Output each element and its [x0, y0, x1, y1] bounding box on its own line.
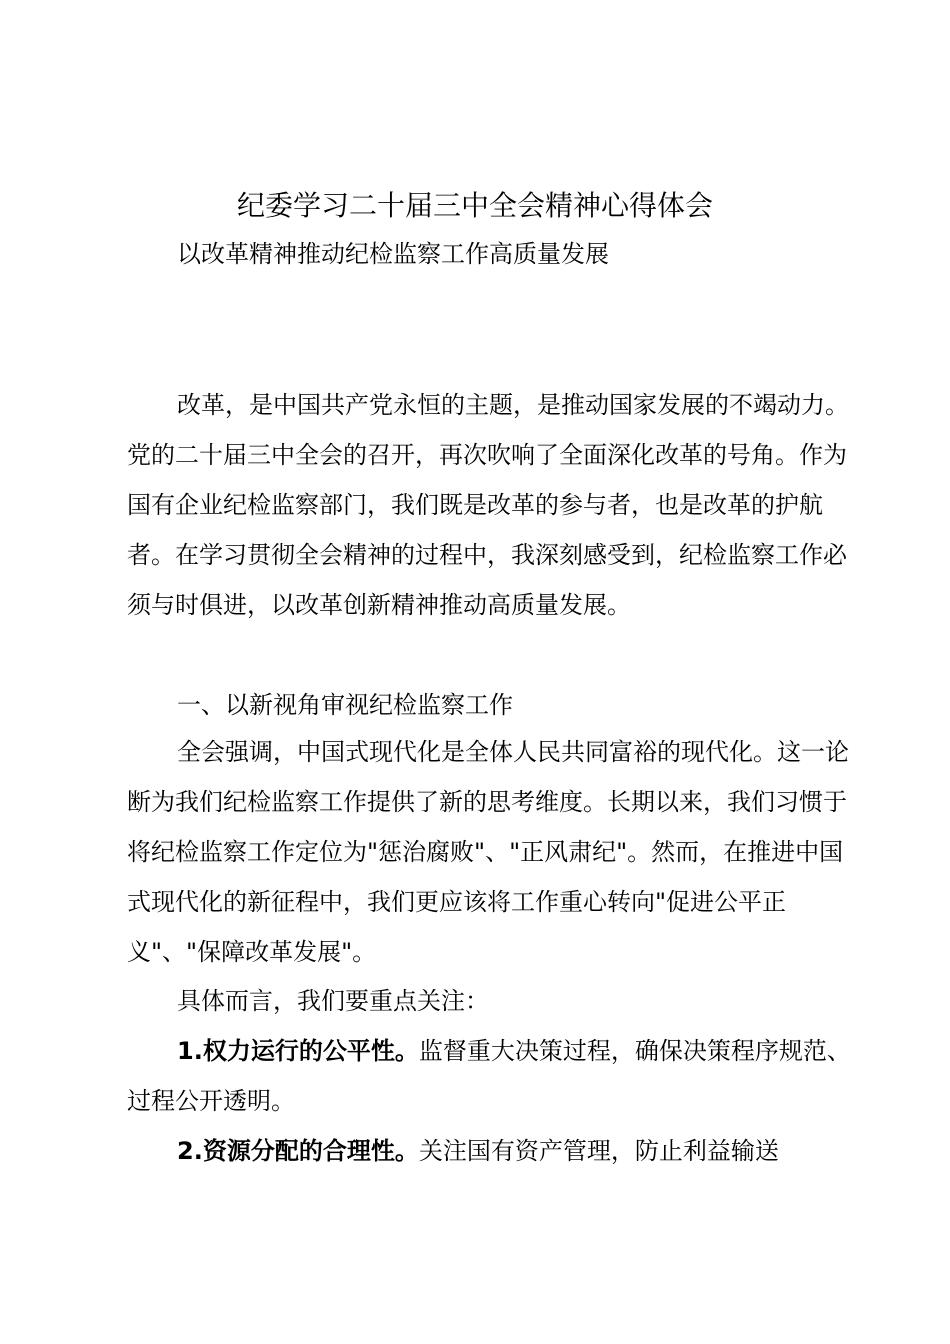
- section-1-paragraph: 全会强调，中国式现代化是全体人民共同富裕的现代化。这一论断为我们纪检监察工作提供了新的思考维度。长期以来，我们习惯于将纪检监察工作定位为"惩治腐败"、"正风肃纪"。然而，在推进中国式现代化的新征程中，我们更应该将工作重心转向"促进公平正义"、"保障改革发展"。: [127, 738, 849, 966]
- focus-item-2-title: 2.资源分配的合理性。: [177, 1137, 419, 1165]
- focus-item-1-text: 监督重大决策过程，确保决策程序规范、过程公开透明。: [127, 1037, 851, 1115]
- document-subtitle: 以改革精神推动纪检监察工作高质量发展: [177, 240, 609, 268]
- intro-paragraph: 改革，是中国共产党永恒的主题，是推动国家发展的不竭动力。党的二十届三中全会的召开，再次吹响了全面深化改革的号角。作为国有企业纪检监察部门，我们既是改革的参与者，也是改革的护航者。在学习贯彻全会精神的过程中，我深刻感受到，纪检监察工作必须与时俱进，以改革创新精神推动高质量发展。: [127, 391, 849, 619]
- focus-item-1-title: 1.权力运行的公平性。: [177, 1037, 419, 1065]
- focus-item-1: [127, 1026, 862, 1126]
- section-heading-1: 一、以新视角审视纪检监察工作: [177, 691, 513, 719]
- focus-item-2: [127, 1126, 862, 1176]
- focus-item-2-text: 关注国有资产管理，防止利益输送: [418, 1137, 779, 1165]
- focus-intro-paragraph: 具体而言，我们要重点关注：: [177, 987, 489, 1015]
- document-title: 纪委学习二十届三中全会精神心得体会: [236, 189, 713, 222]
